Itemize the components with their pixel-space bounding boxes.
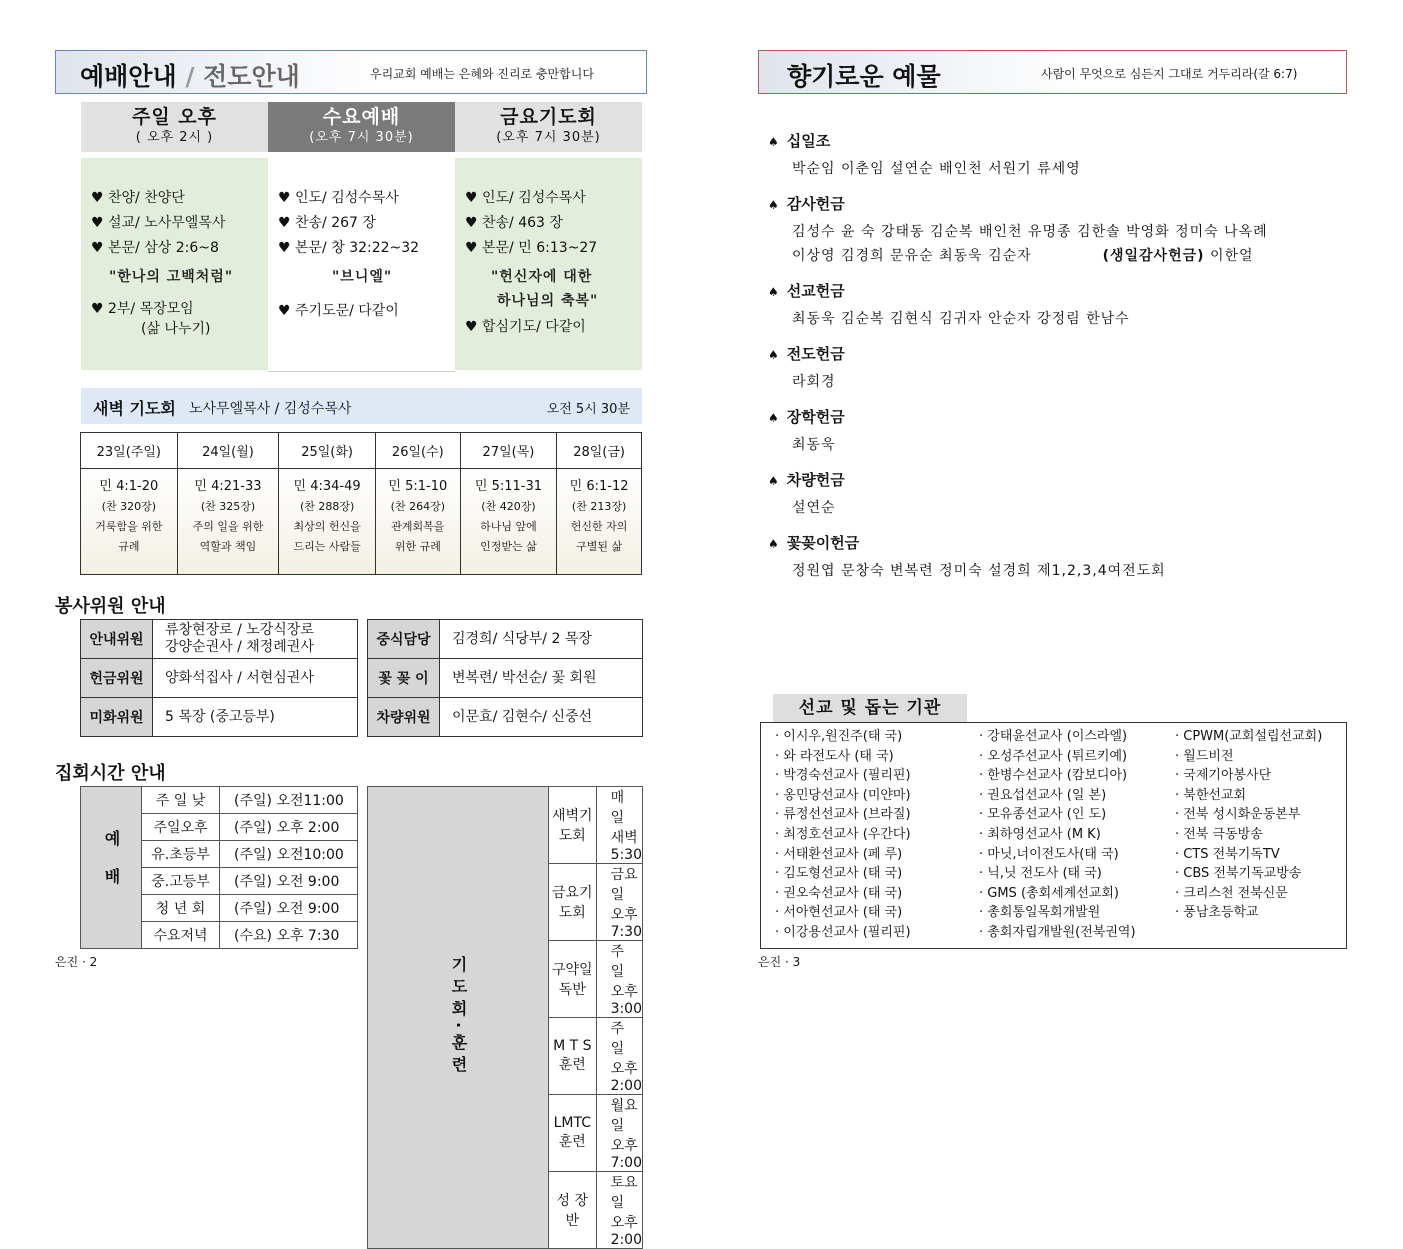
day-cell: 26일(수)	[375, 433, 460, 469]
spade-icon: ♠	[768, 474, 779, 488]
reading-cell: 민 6:1-12 (찬 213장) 헌신한 자의 구별된 삶	[557, 469, 642, 575]
sermon-title: "한나의 고백처럼"	[109, 269, 234, 285]
offerings-tagline: 사람이 무엇으로 심든지 그대로 거두리라(갈 6:7)	[1041, 67, 1298, 81]
offering-scholarship: ♠ 장학헌금 최동욱	[768, 408, 845, 453]
offering-thanks: ♠ 감사헌금 김성수 윤 숙 강태동 김순복 배인천 유명종 김한솔 박영화 정미숙 나옥례 이상영 김경희 문유순 최동욱 김순자 (생일감사헌금) 이한얼	[768, 195, 1268, 264]
spade-icon: ♠	[768, 348, 779, 362]
meetings-table-prayer: 기도회·훈련 새벽기도회 매 일 새벽 5:30 금요기도회 금요일 오후 7:30 구약일독반 주 일 오후 3:00 M T S훈련 주 일 오후 2:00 LMTC훈련 월요일 오후 7:00 성 장 반 토요일 오후 2:00	[367, 786, 643, 1249]
day-cell: 28일(금)	[557, 433, 642, 469]
volunteers-table-right	[367, 619, 643, 737]
prayer-side-label: 기도회·훈련	[368, 787, 549, 1249]
dawn-prayer-time: 오전 5시 30분	[546, 402, 630, 417]
service-col-wednesday: ♥ 인도/ 김성수목사 ♥ 찬송/ 267 장 ♥ 본문/ 창 32:22~32 "브니엘" ♥ 주기도문/ 다같이	[268, 158, 455, 372]
volunteer-value: 김경희/ 식당부/ 2 목장	[440, 620, 643, 659]
offering-tithe: ♠ 십일조 박순임 이춘임 설연순 배인천 서원기 류세영	[768, 132, 1081, 177]
volunteer-value: 이문효/ 김현수/ 신중선	[440, 698, 643, 737]
volunteers-table-left	[80, 619, 358, 737]
offering-evangelism: ♠ 전도헌금 라회경	[768, 345, 845, 390]
volunteers-title: 봉사위원 안내	[55, 596, 166, 617]
worship-guide-header	[55, 50, 647, 94]
reading-cell: 민 4:21-33 (찬 325장) 주의 일을 위한 역할과 책임	[177, 469, 279, 575]
spade-icon: ♠	[768, 411, 779, 425]
header-tagline: 우리교회 예배는 은혜와 진리로 충만합니다	[370, 67, 594, 81]
missions-box	[760, 722, 1347, 949]
volunteer-value: 양화석집사 / 서현심권사	[153, 659, 358, 698]
missions-col-3: · CPWM(교회설립선교회) · 월드비전 · 국제기아봉사단 · 북한선교회 · 전북 성시화운동본부 · 전북 극동방송 · CTS 전북기독TV · CBS 전북기독교방송 · 크리스천 전북신문 · 풍남초등학교	[1175, 729, 1323, 921]
worship-side-label: 예배	[81, 787, 142, 949]
reading-cell: 민 5:1-10 (찬 264장) 관계회복을 위한 규례	[375, 469, 460, 575]
spade-icon: ♠	[768, 285, 779, 299]
service-header-friday: 금요기도회 (오후 7시 30분)	[455, 102, 642, 152]
dawn-prayer-bar	[81, 388, 642, 424]
sermon-title-line2: 하나님의 축복"	[497, 293, 599, 309]
volunteer-label: 헌금위원	[81, 659, 153, 698]
service-header-wednesday: 수요예배 (오후 7시 30분)	[268, 102, 455, 152]
spade-icon: ♠	[768, 198, 779, 212]
service-header-sunday: 주일 오후 ( 오후 2시 )	[81, 102, 268, 152]
reading-cell: 민 4:1-20 (찬 320장) 거룩함을 위한 규례	[81, 469, 178, 575]
missions-col-2: · 강태윤선교사 (이스라엘) · 오성주선교사 (튀르키예) · 한병수선교사 (캄보디아) · 권요섭선교사 (일 본) · 모유종선교사 (인 도) · 최하영선교사 (M K) · 마닛,너이전도사(태 국) · 닉,닛 전도사 (태 국) · GMS (총회세계선교회) · 총회통일목회개발원 · 총회자립개발원(전북권역)	[979, 729, 1136, 940]
service-col-friday: ♥ 인도/ 김성수목사 ♥ 찬송/ 463 장 ♥ 본문/ 민 6:13~27 "헌신자에 대한 하나님의 축복" ♥ 합심기도/ 다같이	[455, 158, 642, 370]
volunteer-label: 중식담당	[368, 620, 440, 659]
dawn-prayer-title: 새벽 기도회	[93, 399, 176, 418]
offering-flowers: ♠ 꽃꽂이헌금 정원엽 문창숙 변복련 정미숙 설경희 제1,2,3,4여전도회	[768, 534, 1166, 579]
dawn-prayer-leaders: 노사무엘목사 / 김성수목사	[189, 401, 352, 417]
offerings-header	[758, 50, 1347, 94]
service-col-sunday: ♥ 찬양/ 찬양단 ♥ 설교/ 노사무엘목사 ♥ 본문/ 삼상 2:6~8 "한나의 고백처럼" ♥ 2부/ 목장모임 (삶 나누기)	[81, 158, 268, 370]
page-title: 예배안내 / 전도안내	[80, 62, 300, 91]
meetings-title: 집회시간 안내	[55, 763, 166, 784]
day-cell: 23일(주일)	[81, 433, 178, 469]
missions-title: 선교 및 돕는 기관	[773, 694, 967, 722]
volunteer-label: 꽃 꽂 이	[368, 659, 440, 698]
day-cell: 25일(화)	[279, 433, 376, 469]
dawn-reading-table	[80, 432, 642, 575]
volunteer-label: 미화위원	[81, 698, 153, 737]
meetings-table-worship: 예배 주 일 낮 (주일) 오전11:00 주일오후 (주일) 오후 2:00 유.초등부 (주일) 오전10:00 중.고등부 (주일) 오전 9:00 청 년 회 (주일) 오전 9:00 수요저녁 (수요) 오후 7:30	[80, 786, 358, 949]
spade-icon: ♠	[768, 537, 779, 551]
offerings-list	[768, 130, 1348, 595]
offering-vehicle: ♠ 차량헌금 설연순	[768, 471, 845, 516]
day-cell: 24일(월)	[177, 433, 279, 469]
volunteer-value: 류창현장로 / 노강식장로 강양순권사 / 채정례권사	[153, 620, 358, 659]
volunteer-value: 5 목장 (중고등부)	[153, 698, 358, 737]
volunteer-label: 안내위원	[81, 620, 153, 659]
volunteer-label: 차량위원	[368, 698, 440, 737]
sermon-title: "브니엘"	[332, 269, 393, 285]
volunteer-value: 변복련/ 박선순/ 꽃 회원	[440, 659, 643, 698]
offerings-title: 향기로운 예물	[787, 62, 941, 91]
day-cell: 27일(목)	[460, 433, 556, 469]
page-number-right: 은진 · 3	[758, 955, 801, 969]
sermon-title: "헌신자에 대한	[491, 269, 593, 285]
page-number-left: 은진 · 2	[55, 955, 98, 969]
birthday-thanks-label: (생일감사헌금)	[1102, 248, 1205, 264]
reading-cell: 민 5:11-31 (찬 420장) 하나님 앞에 인정받는 삶	[460, 469, 556, 575]
offering-mission: ♠ 선교헌금 최동욱 김순복 김현식 김귀자 안순자 강정림 한남수	[768, 282, 1130, 327]
missions-col-1: · 이시우,원진주(태 국) · 와 라전도사 (태 국) · 박경숙선교사 (필리핀) · 옹민당선교사 (미얀마) · 류정선선교사 (브라질) · 최정호선교사 (우간다) · 서태환선교사 (페 루) · 김도형선교사 (태 국) · 권오숙선교사 (태 국) · 서아현선교사 (태 국) · 이강용선교사 (필리핀)	[775, 729, 911, 940]
spade-icon: ♠	[768, 135, 779, 149]
reading-cell: 민 4:34-49 (찬 288장) 최상의 헌신을 드리는 사람들	[279, 469, 376, 575]
